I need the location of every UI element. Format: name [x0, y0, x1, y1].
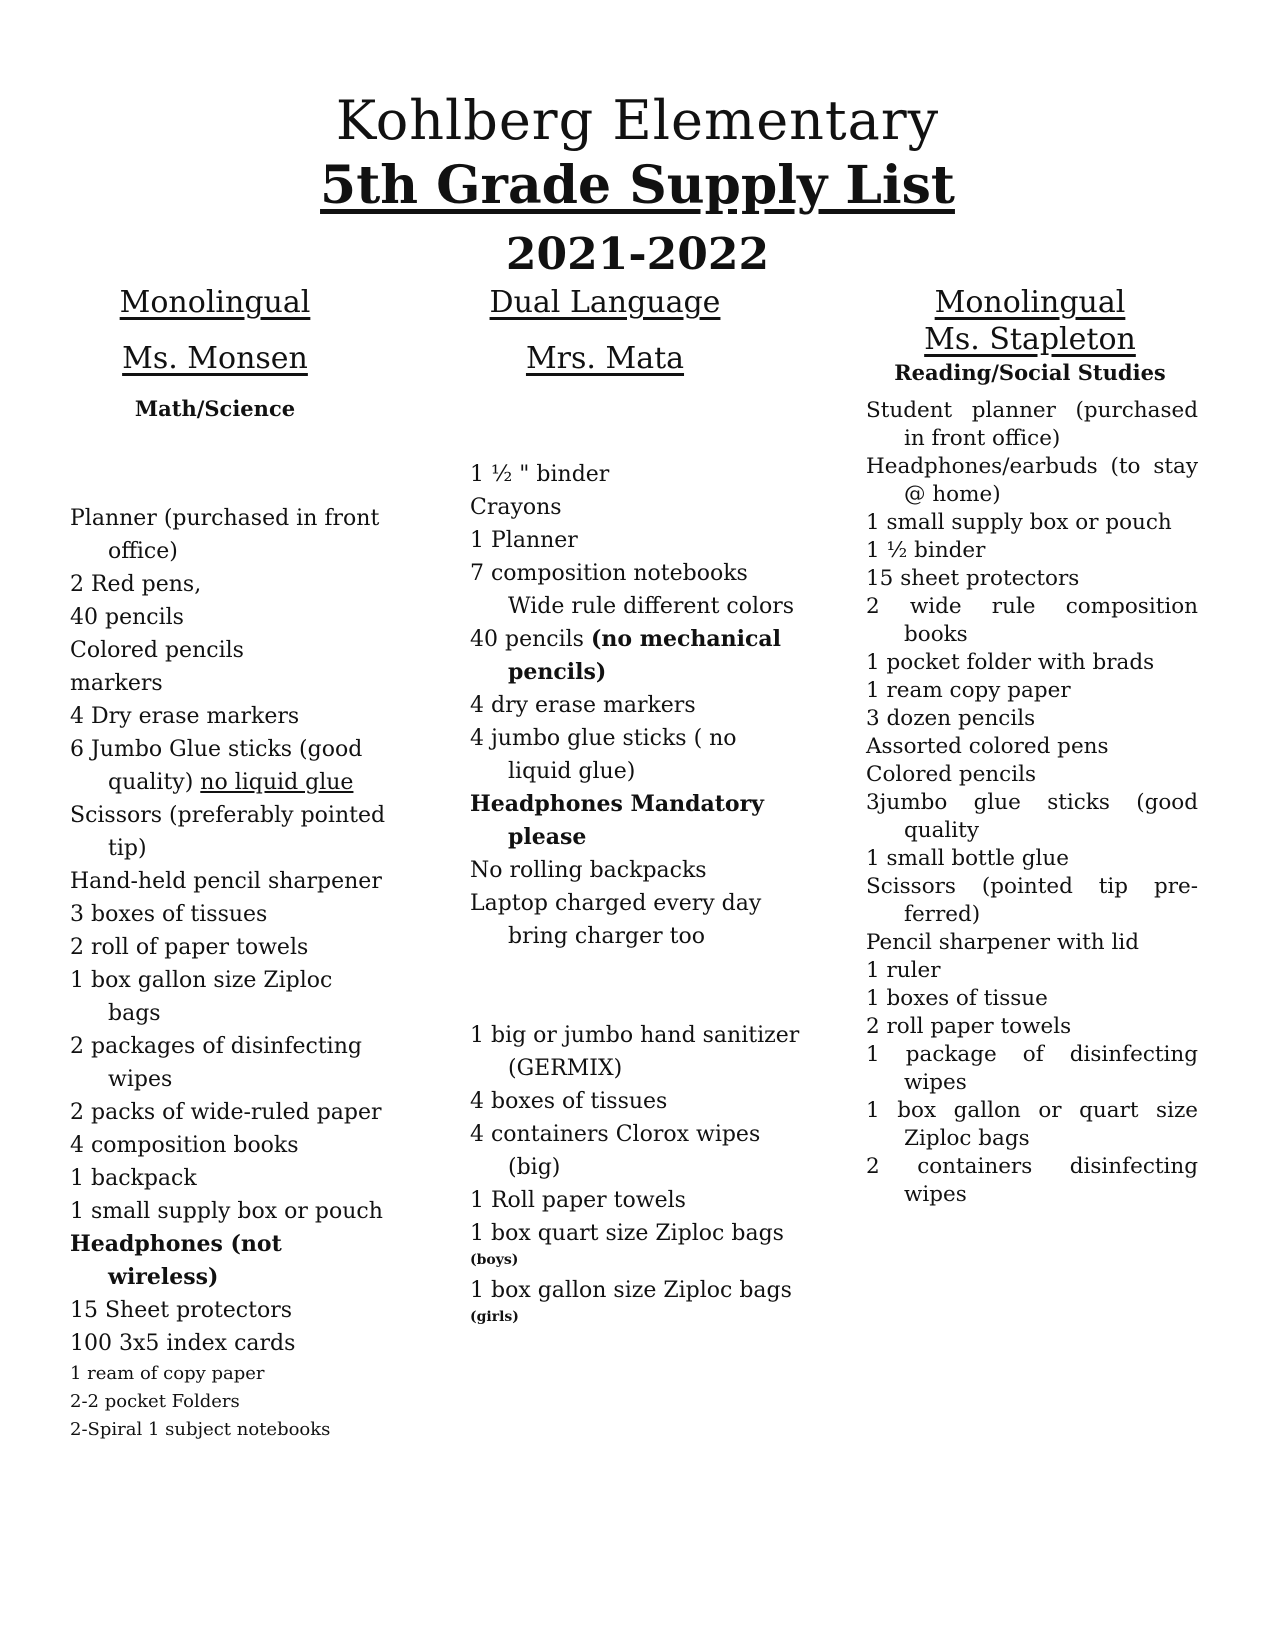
- list-item: Scissors (pointed tip pre-ferred): [866, 874, 1198, 927]
- list-item-text: 1 box gallon size Ziploc bags: [470, 1278, 792, 1303]
- left-supply-list: [70, 502, 390, 1444]
- right-subject: Reading/Social Studies: [894, 360, 1166, 385]
- list-item: 4 boxes of tissues: [470, 1089, 668, 1114]
- list-item: 1 pocket folder with brads: [866, 650, 1155, 675]
- page-header: [0, 88, 1275, 284]
- list-item: Assorted colored pens: [866, 734, 1109, 759]
- list-item: 1 small supply box or pouch: [866, 510, 1172, 535]
- list-item: Colored pencils: [70, 638, 244, 663]
- left-program: Monolingual: [119, 285, 311, 320]
- list-item: Hand-held pencil sharpener: [70, 869, 382, 894]
- list-item: 1 backpack: [70, 1166, 197, 1191]
- list-item: 40 pencils: [70, 605, 184, 630]
- middle-program: Dual Language: [489, 285, 721, 320]
- list-item: 1 ream copy paper: [866, 678, 1071, 703]
- list-item: 15 sheet protectors: [866, 566, 1080, 591]
- list-item: 2-Spiral 1 subject notebooks: [70, 1419, 331, 1440]
- list-item: 4 containers Clorox wipes (big): [470, 1122, 761, 1180]
- list-item: Pencil sharpener with lid: [866, 930, 1139, 955]
- list-item-text: 1 box quart size Ziploc bags: [470, 1221, 784, 1246]
- right-teacher: Ms. Stapleton: [924, 322, 1136, 357]
- list-item: 2 Red pens,: [70, 572, 202, 597]
- right-column-header: [865, 284, 1195, 388]
- list-item: markers: [70, 671, 163, 696]
- list-item: Headphones/earbuds (to stay @ home): [866, 454, 1198, 507]
- list-item: 1 small supply box or pouch: [70, 1199, 383, 1224]
- right-program: Monolingual: [934, 285, 1126, 320]
- list-item: 1 small bottle glue: [866, 846, 1069, 871]
- list-item-emphasis: no liquid glue: [200, 770, 354, 795]
- list-item: Crayons: [470, 495, 562, 520]
- list-item: 4 composition books: [70, 1133, 299, 1158]
- list-item: [470, 623, 800, 689]
- list-item: Scissors (preferably pointed tip): [70, 803, 386, 861]
- list-item: 3jumbo glue sticks (good quality: [866, 790, 1198, 843]
- list-item: 1 box gallon or quart size Ziploc bags: [866, 1098, 1198, 1151]
- school-name: Kohlberg Elementary: [335, 89, 940, 152]
- list-item: [70, 733, 390, 799]
- list-item: 2 packages of disinfecting wipes: [70, 1034, 362, 1092]
- list-item: 1 boxes of tissue: [866, 986, 1048, 1011]
- list-item: 7 composition notebooks Wide rule different colors: [470, 561, 795, 619]
- list-item-note: (boys): [470, 1252, 519, 1268]
- left-subject: Math/Science: [134, 396, 296, 421]
- list-item: 100 3x5 index cards: [70, 1331, 296, 1356]
- list-item: Headphones Mandatory please: [470, 791, 764, 850]
- list-item-note: (girls): [470, 1309, 519, 1325]
- list-item: Planner (purchased in front office): [70, 506, 380, 564]
- list-item: 2 wide rule composition books: [866, 594, 1198, 647]
- left-teacher: Ms. Monsen: [122, 341, 308, 376]
- middle-column-header: [440, 284, 770, 378]
- page-title: 5th Grade Supply List: [320, 155, 955, 216]
- list-item: No rolling backpacks: [470, 858, 707, 883]
- list-item: 1 ruler: [866, 958, 941, 983]
- list-item-text: 6 Jumbo Glue sticks (good quality): [70, 737, 363, 795]
- list-item-text: 40 pencils: [470, 627, 584, 652]
- middle-supply-list: [470, 458, 800, 1327]
- list-item: 1 package of disinfecting wipes: [866, 1042, 1198, 1095]
- school-year: 2021-2022: [505, 229, 770, 280]
- list-item: [470, 1274, 800, 1327]
- list-item: 4 Dry erase markers: [70, 704, 300, 729]
- list-item: 1 big or jumbo hand sanitizer (GERMIX): [470, 1023, 800, 1081]
- list-item: 3 boxes of tissues: [70, 902, 268, 927]
- list-item: 1 ½ binder: [866, 538, 986, 563]
- list-item-emphasis: (no mechanical pencils): [508, 626, 781, 685]
- list-item: 2 packs of wide-ruled paper: [70, 1100, 382, 1125]
- list-item: 4 jumbo glue sticks ( no liquid glue): [470, 726, 737, 784]
- list-item: 1 ream of copy paper: [70, 1363, 265, 1384]
- list-item: 1 Planner: [470, 528, 578, 553]
- list-item: Headphones (not wireless): [70, 1231, 282, 1290]
- list-item: 15 Sheet protectors: [70, 1298, 293, 1323]
- list-item: Laptop charged every day bring charger too: [470, 891, 762, 949]
- left-column-header: [60, 284, 370, 424]
- list-item: 2 roll of paper towels: [70, 935, 309, 960]
- list-item: 2 roll paper towels: [866, 1014, 1072, 1039]
- list-item: 4 dry erase markers: [470, 693, 696, 718]
- list-item: 1 ½ " binder: [470, 462, 610, 487]
- list-item: Colored pencils: [866, 762, 1036, 787]
- list-item: [470, 1217, 800, 1270]
- list-item: 1 Roll paper towels: [470, 1188, 686, 1213]
- list-item: 3 dozen pencils: [866, 706, 1036, 731]
- middle-teacher: Mrs. Mata: [525, 341, 685, 376]
- right-supply-list: [866, 397, 1198, 1209]
- list-item: 2 containers disinfecting wipes: [866, 1154, 1198, 1207]
- list-item: 1 box gallon size Ziploc bags: [70, 968, 333, 1026]
- list-item: 2-2 pocket Folders: [70, 1391, 240, 1412]
- list-item: Student planner (purchased in front office): [866, 398, 1198, 451]
